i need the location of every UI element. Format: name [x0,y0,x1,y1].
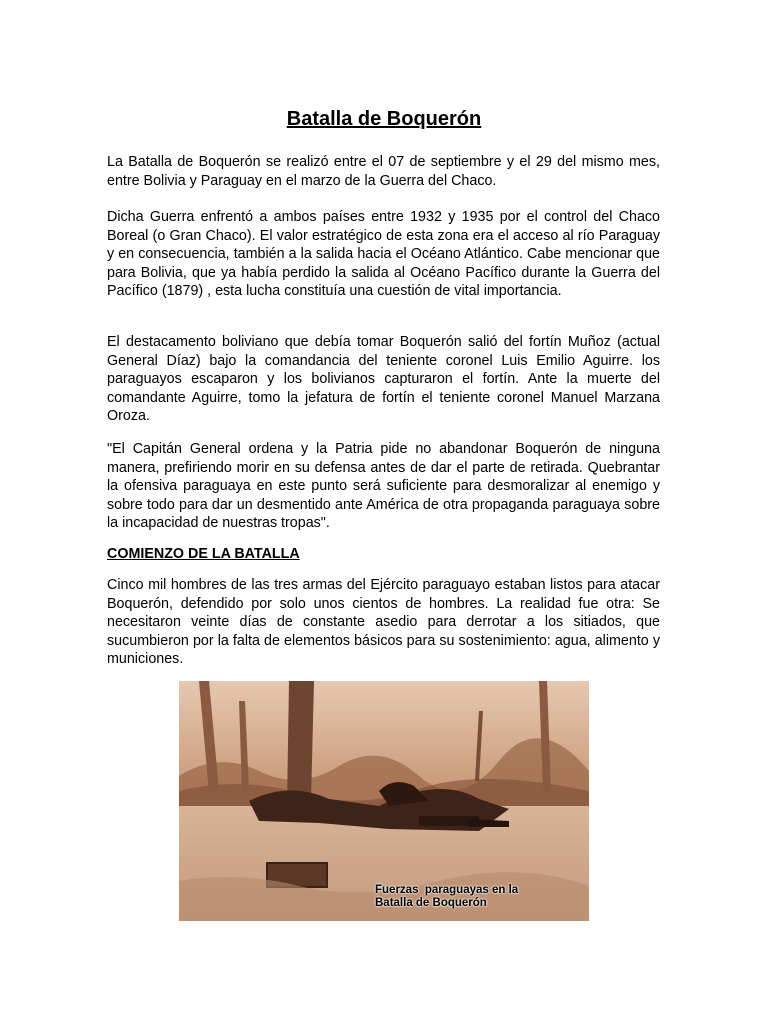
paragraph-war-context: Dicha Guerra enfrentó a ambos países entre 1932 y 1935 por el control del Chaco Boreal (o Gran Chaco). El valor estratégico de esta zona era el acceso al río Paraguay y en consecuencia, también a la salida hacia el Océano Atlántico. Cabe mencionar que para Bolivia, que ya había perdido la salida al Océano Pacífico durante la Guerra del Pacífico (1879) , esta lucha constituía una cuestión de vital importancia. [107,209,660,300]
paragraph-battle-start: Cinco mil hombres de las tres armas del Ejército paraguayo estaban listos para atacar Boquerón, defendido por solo unos cientos de hombres. La realidad fue otra: Se necesitaron veinte días de constante asedio para derrotar a los sitiados, que sucumbieron por la falta de elementos básicos para su sostenimiento: agua, alimento y municiones. [107,577,660,668]
paragraph-quote: "El Capitán General ordena y la Patria pide no abandonar Boquerón de ninguna manera, prefiriendo morir en su defensa antes de dar el parte de retirada. Quebrantar la ofensiva paraguaya en este punto será suficiente para desmoralizar al enemigo y sobre todo para dar un desmentido ante América de otra propaganda paraguaya sobre la incapacidad de nuestras tropas". [107,441,660,532]
paragraph-intro: La Batalla de Boquerón se realizó entre el 07 de septiembre y el 29 del mismo mes, entre Bolivia y Paraguay en el marzo de la Guerra del Chaco. [107,154,660,189]
section-heading: COMIENZO DE LA BATALLA [107,546,300,562]
page-title: Batalla de Boquerón [286,108,482,131]
caption-line-2: Batalla de Boquerón [375,897,487,909]
caption-line-1: Fuerzas paraguayas en la [375,884,519,896]
paragraph-bolivian-detachment: El destacamento boliviano que debía tomar Boquerón salió del fortín Muñoz (actual General Díaz) bajo la comandancia del teniente coronel Luis Emilio Aguirre. los paraguayos escaparon y los bolivianos capturaron el fortín. Ante la muerte del comandante Aguirre, tomo la jefatura de fortín el teniente coronel Manuel Marzana Oroza. [107,334,660,425]
photo-caption [375,884,518,910]
